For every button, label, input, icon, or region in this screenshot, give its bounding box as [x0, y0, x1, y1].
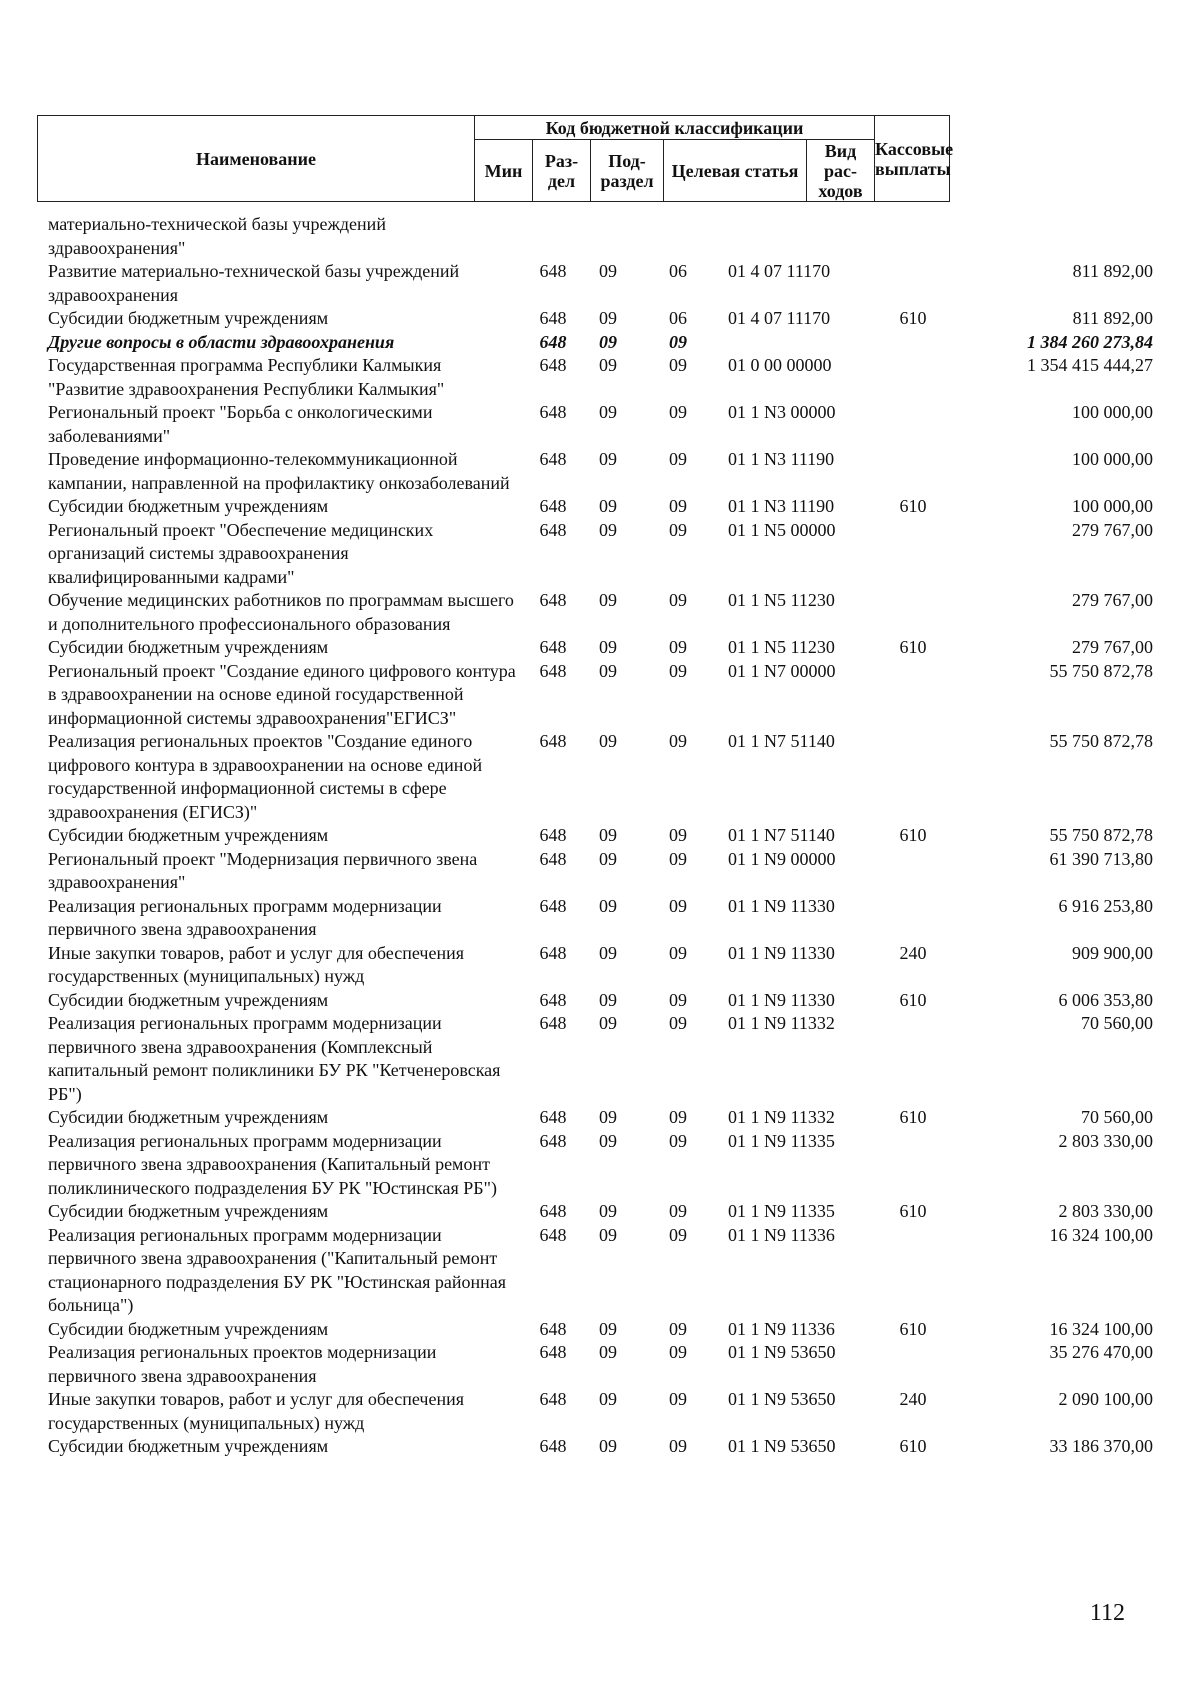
row-podrazdel: 09 [669, 355, 687, 375]
row-sum: 811 892,00 [1072, 308, 1153, 328]
row-podrazdel: 09 [669, 1013, 687, 1033]
row-razdel: 09 [599, 1224, 617, 1245]
row-podrazdel: 09 [669, 942, 687, 963]
row-razdel: 09 [599, 1318, 617, 1339]
row-sum: 2 803 330,00 [1058, 1201, 1153, 1221]
row-sum: 279 767,00 [1072, 519, 1153, 540]
row-podrazdel: 09 [669, 825, 687, 845]
row-min: 648 [539, 402, 567, 422]
row-sum: 6 916 253,80 [1058, 895, 1153, 916]
row-sum: 16 324 100,00 [1049, 1224, 1153, 1245]
row-razdel: 09 [599, 895, 617, 916]
row-min: 648 [539, 637, 567, 657]
row-podrazdel: 06 [669, 308, 687, 328]
row-name: Региональный проект "Обеспечение медицинских организаций системы здравоохранения квалифицированными кадрами" [48, 519, 434, 587]
table-row [48, 942, 1153, 989]
table-row [48, 1341, 1153, 1388]
row-podrazdel: 09 [669, 402, 687, 422]
table-row [48, 730, 1153, 824]
row-sum: 70 560,00 [1081, 1107, 1153, 1127]
row-podrazdel: 09 [669, 1436, 687, 1456]
row-min: 648 [539, 848, 567, 869]
row-sum: 279 767,00 [1072, 590, 1153, 610]
table-row [48, 1318, 1153, 1342]
row-name: Обучение медицинских работников по программам высшего и дополнительного профессионального образования [48, 590, 514, 634]
row-razdel: 09 [599, 261, 617, 281]
row-vid: 240 [899, 942, 927, 963]
row-podrazdel: 09 [669, 1342, 687, 1362]
row-vid: 610 [899, 496, 927, 516]
row-vid: 610 [899, 1436, 927, 1456]
row-sum: 6 006 353,80 [1058, 989, 1153, 1010]
row-vid: 610 [899, 989, 927, 1010]
table-row [48, 1224, 1153, 1318]
row-celevaya: 01 1 N3 00000 [728, 402, 836, 422]
row-podrazdel: 09 [669, 1389, 687, 1409]
row-podrazdel: 09 [669, 1201, 687, 1221]
row-min: 648 [539, 989, 567, 1010]
row-min: 648 [539, 355, 567, 375]
row-razdel: 09 [599, 402, 617, 422]
row-razdel: 09 [599, 848, 617, 869]
row-name: Реализация региональных программ модернизации первичного звена здравоохранения (Капитальный ремонт поликлинического подразделения БУ РК "Юстинская РБ") [48, 1130, 497, 1198]
row-podrazdel: 09 [669, 731, 687, 751]
row-podrazdel: 09 [669, 1224, 687, 1245]
row-podrazdel: 09 [669, 496, 687, 516]
row-name: Реализация региональных программ модернизации первичного звена здравоохранения (Комплексный капитальный ремонт поликлиники БУ РК "Кетченеровская РБ") [48, 1013, 501, 1104]
row-celevaya: 01 1 N9 11332 [728, 1013, 835, 1033]
row-sum: 16 324 100,00 [1049, 1318, 1153, 1339]
row-razdel: 09 [599, 331, 617, 352]
row-name: Субсидии бюджетным учреждениям [48, 825, 329, 845]
row-celevaya: 01 1 N3 11190 [728, 496, 835, 516]
row-sum: 279 767,00 [1072, 637, 1153, 657]
row-celevaya: 01 1 N9 53650 [728, 1342, 836, 1362]
row-sum: 909 900,00 [1072, 942, 1153, 963]
row-celevaya: 01 1 N5 00000 [728, 519, 836, 540]
row-razdel: 09 [599, 1013, 617, 1033]
row-razdel: 09 [599, 1201, 617, 1221]
row-vid: 610 [899, 1107, 927, 1127]
row-razdel: 09 [599, 1436, 617, 1456]
row-sum: 100 000,00 [1072, 402, 1153, 422]
row-min: 648 [539, 331, 567, 352]
table-row [48, 636, 1153, 660]
row-celevaya: 01 1 N3 11190 [728, 449, 835, 469]
row-name: материально-технической базы учреждений здравоохранения" [48, 214, 386, 258]
row-name: Субсидии бюджетным учреждениям [48, 1436, 329, 1456]
row-podrazdel: 09 [669, 519, 687, 540]
row-razdel: 09 [599, 519, 617, 540]
row-razdel: 09 [599, 449, 617, 469]
row-name: Субсидии бюджетным учреждениям [48, 1107, 329, 1127]
row-celevaya: 01 1 N9 11332 [728, 1107, 835, 1127]
row-celevaya: 01 1 N5 11230 [728, 637, 835, 657]
row-sum: 55 750 872,78 [1049, 660, 1153, 681]
row-min: 648 [539, 660, 567, 681]
row-name: Реализация региональных проектов "Создание единого цифрового контура в здравоохранении на основе единой государственной информационной системы в сфере здравоохранения (ЕГИСЗ)" [48, 731, 483, 822]
row-celevaya: 01 1 N9 11330 [728, 942, 835, 963]
row-min: 648 [539, 1013, 567, 1033]
row-name: Развитие материально-технической базы учреждений здравоохранения [48, 261, 460, 305]
row-podrazdel: 09 [669, 1318, 687, 1339]
row-name: Проведение информационно-телекоммуникационной кампании, направленной на профилактику онкозаболеваний [48, 449, 510, 493]
row-razdel: 09 [599, 1342, 617, 1362]
table-row [48, 331, 1153, 355]
header-min: Мин [475, 140, 533, 202]
table-row [48, 660, 1153, 731]
table-row [48, 989, 1153, 1013]
row-podrazdel: 09 [669, 848, 687, 869]
row-min: 648 [539, 731, 567, 751]
row-podrazdel: 09 [669, 1130, 687, 1151]
row-name: Субсидии бюджетным учреждениям [48, 308, 329, 328]
row-razdel: 09 [599, 989, 617, 1010]
row-razdel: 09 [599, 355, 617, 375]
row-celevaya: 01 1 N9 11335 [728, 1130, 835, 1151]
row-min: 648 [539, 1342, 567, 1362]
row-razdel: 09 [599, 637, 617, 657]
row-celevaya: 01 1 N9 11330 [728, 989, 835, 1010]
row-min: 648 [539, 308, 567, 328]
row-razdel: 09 [599, 1107, 617, 1127]
row-podrazdel: 06 [669, 261, 687, 281]
row-celevaya: 01 4 07 11170 [728, 308, 831, 328]
row-sum: 35 276 470,00 [1049, 1342, 1153, 1362]
row-celevaya: 01 1 N7 00000 [728, 660, 836, 681]
row-name: Государственная программа Республики Калмыкия "Развитие здравоохранения Республики Калмыкия" [48, 355, 445, 399]
row-podrazdel: 09 [669, 590, 687, 610]
row-sum: 1 354 415 444,27 [1027, 355, 1153, 375]
row-sum: 61 390 713,80 [1049, 848, 1153, 869]
row-razdel: 09 [599, 1130, 617, 1151]
row-min: 648 [539, 261, 567, 281]
table-row [48, 1106, 1153, 1130]
row-podrazdel: 09 [669, 331, 687, 352]
row-sum: 2 803 330,00 [1058, 1130, 1153, 1151]
row-min: 648 [539, 1318, 567, 1339]
row-celevaya: 01 1 N7 51140 [728, 731, 835, 751]
row-vid: 610 [899, 1318, 927, 1339]
row-podrazdel: 09 [669, 637, 687, 657]
header-razdel: Раз- дел [533, 140, 591, 202]
row-razdel: 09 [599, 1389, 617, 1409]
row-min: 648 [539, 1107, 567, 1127]
row-celevaya: 01 1 N9 11336 [728, 1318, 835, 1339]
row-name: Реализация региональных проектов модернизации первичного звена здравоохранения [48, 1342, 437, 1386]
row-razdel: 09 [599, 660, 617, 681]
header-podrazdel: Под- раздел [591, 140, 664, 202]
row-sum: 55 750 872,78 [1049, 825, 1153, 845]
table-row [48, 895, 1153, 942]
row-sum: 100 000,00 [1072, 449, 1153, 469]
row-vid: 610 [899, 637, 927, 657]
row-name: Реализация региональных программ модернизации первичного звена здравоохранения ("Капитальный ремонт стационарного подразделения БУ РК "Юстинская районная больница") [48, 1224, 507, 1315]
table-row [48, 495, 1153, 519]
row-celevaya: 01 1 N7 51140 [728, 825, 835, 845]
row-name: Региональный проект "Создание единого цифрового контура в здравоохранении на основе единой государственной информационной системы здравоохранения"ЕГИСЗ" [48, 660, 516, 728]
row-min: 648 [539, 1224, 567, 1245]
row-sum: 33 186 370,00 [1049, 1436, 1153, 1456]
header-group: Код бюджетной классификации [475, 116, 875, 140]
row-name: Субсидии бюджетным учреждениям [48, 1318, 329, 1339]
row-celevaya: 01 0 00 00000 [728, 355, 832, 375]
table-row [48, 848, 1153, 895]
row-sum: 811 892,00 [1072, 261, 1153, 281]
row-celevaya: 01 1 N5 11230 [728, 590, 835, 610]
row-min: 648 [539, 590, 567, 610]
row-celevaya: 01 1 N9 11336 [728, 1224, 835, 1245]
table-header [37, 115, 954, 202]
table-row [48, 448, 1153, 495]
row-name: Региональный проект "Борьба с онкологическими заболеваниями" [48, 402, 433, 446]
row-name: Иные закупки товаров, работ и услуг для обеспечения государственных (муниципальных) нужд [48, 942, 464, 986]
table-row [48, 1388, 1153, 1435]
row-min: 648 [539, 496, 567, 516]
header-celevaya: Целевая статья [664, 140, 807, 202]
header-vid: Вид рас- ходов [807, 140, 875, 202]
row-vid: 240 [899, 1389, 927, 1409]
row-min: 648 [539, 895, 567, 916]
row-min: 648 [539, 1130, 567, 1151]
row-name: Реализация региональных программ модернизации первичного звена здравоохранения [48, 895, 442, 939]
row-name: Иные закупки товаров, работ и услуг для обеспечения государственных (муниципальных) нужд [48, 1389, 464, 1433]
row-name: Субсидии бюджетным учреждениям [48, 637, 329, 657]
table-row [48, 1130, 1153, 1201]
header-name: Наименование [38, 116, 475, 202]
row-vid: 610 [899, 825, 927, 845]
row-min: 648 [539, 1389, 567, 1409]
row-razdel: 09 [599, 308, 617, 328]
table-row [48, 213, 1148, 260]
row-vid: 610 [899, 308, 927, 328]
row-razdel: 09 [599, 825, 617, 845]
header-sum: Кассовые выплаты [875, 116, 950, 202]
row-podrazdel: 09 [669, 660, 687, 681]
row-name: Субсидии бюджетным учреждениям [48, 1201, 329, 1221]
row-min: 648 [539, 519, 567, 540]
row-celevaya: 01 1 N9 00000 [728, 848, 836, 869]
row-vid: 610 [899, 1201, 927, 1221]
row-name: Другие вопросы в области здравоохранения [48, 331, 395, 352]
row-sum: 70 560,00 [1081, 1013, 1153, 1033]
table-row [48, 1200, 1153, 1224]
row-min: 648 [539, 1201, 567, 1221]
row-name: Региональный проект "Модернизация первичного звена здравоохранения" [48, 848, 478, 892]
row-razdel: 09 [599, 731, 617, 751]
row-sum: 55 750 872,78 [1049, 731, 1153, 751]
row-celevaya: 01 4 07 11170 [728, 261, 831, 281]
row-podrazdel: 09 [669, 895, 687, 916]
table-row [48, 401, 1153, 448]
row-name: Субсидии бюджетным учреждениям [48, 989, 329, 1010]
row-razdel: 09 [599, 942, 617, 963]
row-podrazdel: 09 [669, 989, 687, 1010]
row-razdel: 09 [599, 590, 617, 610]
row-celevaya: 01 1 N9 53650 [728, 1389, 836, 1409]
row-sum: 100 000,00 [1072, 496, 1153, 516]
row-celevaya: 01 1 N9 53650 [728, 1436, 836, 1456]
table-row [48, 260, 1153, 307]
row-min: 648 [539, 449, 567, 469]
row-podrazdel: 09 [669, 1107, 687, 1127]
table-row [48, 1012, 1153, 1106]
row-celevaya: 01 1 N9 11330 [728, 895, 835, 916]
table-row [48, 354, 1153, 401]
page-number: 112 [1089, 1600, 1125, 1626]
row-podrazdel: 09 [669, 449, 687, 469]
table-row [48, 519, 1153, 590]
row-min: 648 [539, 942, 567, 963]
table-row [48, 824, 1153, 848]
table-row [48, 307, 1153, 331]
row-min: 648 [539, 825, 567, 845]
row-celevaya: 01 1 N9 11335 [728, 1201, 835, 1221]
row-name: Субсидии бюджетным учреждениям [48, 496, 329, 516]
table-row [48, 589, 1153, 636]
table-row [48, 1435, 1153, 1459]
row-sum: 2 090 100,00 [1058, 1389, 1153, 1409]
row-sum: 1 384 260 273,84 [1027, 331, 1153, 352]
table-body [48, 213, 1153, 1459]
row-min: 648 [539, 1436, 567, 1456]
row-razdel: 09 [599, 496, 617, 516]
